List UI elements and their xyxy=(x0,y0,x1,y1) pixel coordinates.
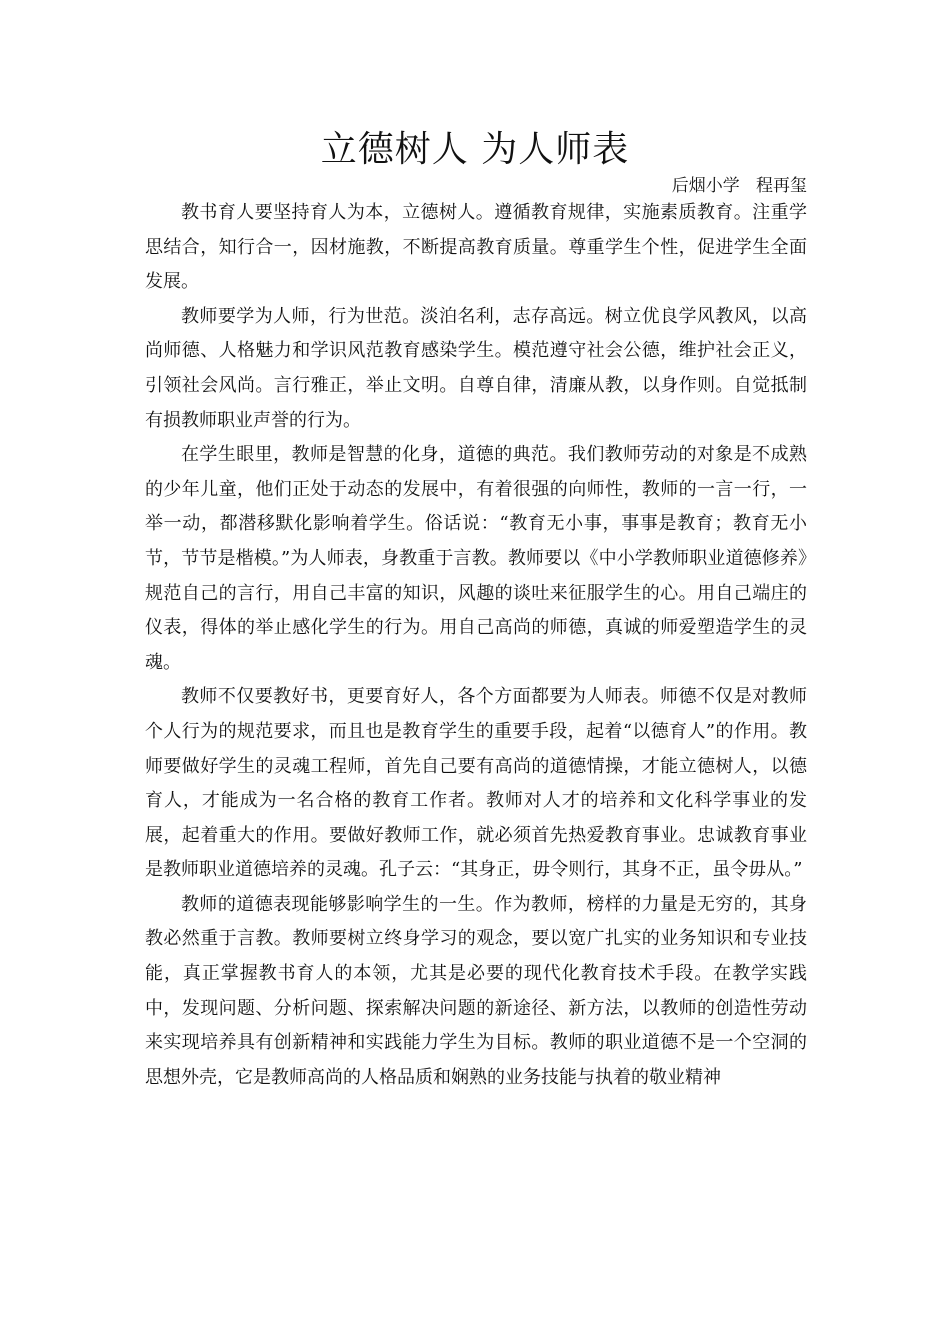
document-body xyxy=(145,196,807,1095)
paragraph: 在学生眼里，教师是智慧的化身，道德的典范。我们教师劳动的对象是不成熟的少年儿童，他们正处于动态的发展中，有着很强的向师性，教师的一言一行，一举一动，都潜移默化影响着学生。俗话说：“教育无小事，事事是教育；教育无小节，节节是楷模。”为人师表，身教重于言教。教师要以《中小学教师职业道德修养》规范自己的言行，用自己丰富的知识，风趣的谈吐来征服学生的心。用自己端庄的仪表，得体的举止感化学生的行为。用自己高尚的师德，真诚的师爱塑造学生的灵魂。 xyxy=(145,444,807,673)
paragraph: 教师的道德表现能够影响学生的一生。作为教师，榜样的力量是无穷的，其身教必然重于言教。教师要树立终身学习的观念，要以宽广扎实的业务知识和专业技能，真正掌握教书育人的本领，尤其是必要的现代化教育技术手段。在教学实践中，发现问题、分析问题、探索解决问题的新途径、新方法，以教师的创造性劳动来实现培养具有创新精神和实践能力学生为目标。教师的职业道德不是一个空洞的思想外壳，它是教师高尚的人格品质和娴熟的业务技能与执着的敬业精神 xyxy=(145,893,807,1088)
paragraph: 教师不仅要教好书，更要育好人，各个方面都要为人师表。师德不仅是对教师个人行为的规范要求，而且也是教育学生的重要手段，起着“以德育人”的作用。教师要做好学生的灵魂工程师，首先自己要有高尚的道德情操，才能立德树人，以德育人，才能成为一名合格的教育工作者。教师对人才的培养和文化科学事业的发展，起着重大的作用。要做好教师工作，就必须首先热爱教育事业。忠诚教育事业是教师职业道德培养的灵魂。孔子云：“其身正，毋令则行，其身不正，虽令毋从。” xyxy=(145,686,807,881)
author-line: 后烟小学 程再玺 xyxy=(671,176,807,196)
paragraph: 教师要学为人师，行为世范。淡泊名利，志存高远。树立优良学风教风，以高尚师德、人格魅力和学识风范教育感染学生。模范遵守社会公德，维护社会正义，引领社会风尚。言行雅正，举止文明。自尊自律，清廉从教，以身作则。自觉抵制有损教师职业声誉的行为。 xyxy=(145,305,807,431)
document-title: 立德树人 为人师表 xyxy=(320,129,630,170)
paragraph: 教书育人要坚持育人为本，立德树人。遵循教育规律，实施素质教育。注重学思结合，知行合一，因材施教，不断提高教育质量。尊重学生个性，促进学生全面发展。 xyxy=(145,202,807,293)
